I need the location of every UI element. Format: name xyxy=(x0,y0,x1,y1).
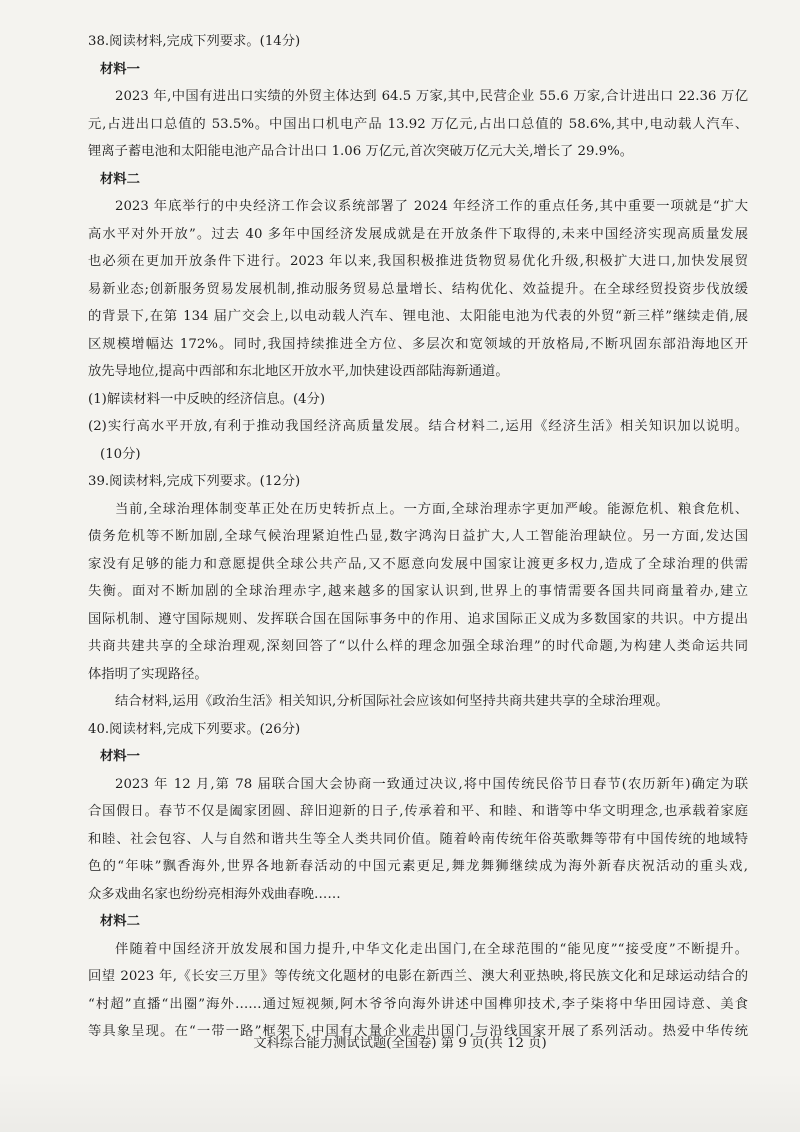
q40-material-1-line: 和睦、社会包容、人与自然和谐共生等全人类共同价值。随着岭南传统年俗英歌舞等带有中国传统的地域特 xyxy=(88,831,748,847)
q38-title: 38.阅读材料,完成下列要求。(14分) xyxy=(88,34,301,49)
q40-material-2-label: 材料二 xyxy=(100,914,140,929)
q39-body-line: 当前,全球治理体制变革正处在历史转折点上。一方面,全球治理赤字更加严峻。能源危机、粮食危机、 xyxy=(115,501,748,517)
q38-material-2-line: 的背景下,在第 134 届广交会上,以电动载人汽车、锂电池、太阳能电池为代表的外贸“新三样”继续走俏,展 xyxy=(88,309,748,324)
q39-body-line: 共商共建共享的全球治理观,深刻回答了“以什么样的理念加强全球治理”的时代命题,为构建人类命运共同 xyxy=(88,639,748,654)
q38-subquestion-2-score: (10分) xyxy=(100,446,141,462)
q38-material-2-line: 区规模增幅达 172%。同时,我国持续推进全方位、多层次和宽领域的开放格局,不断巩固东部沿海地区开 xyxy=(88,336,748,352)
q40-title: 40.阅读材料,完成下列要求。(26分) xyxy=(88,721,301,737)
q39-title: 39.阅读材料,完成下列要求。(12分) xyxy=(88,474,301,489)
q40-material-1-line: 合国假日。春节不仅是阖家团圆、辞旧迎新的日子,传承着和平、和睦、和谐等中华文明理念,也承载着家庭 xyxy=(88,804,748,819)
q38-material-1-line: 元,占进出口总值的 53.5%。中国出口机电产品 13.92 万亿元,占出口总值的 58.6%,其中,电动载人汽车、 xyxy=(88,116,748,132)
q38-material-2-line: 易新业态;创新服务贸易发展机制,推动服务贸易总量增长、结构优化、效益提升。在全球经贸投资步伐放缓 xyxy=(88,281,748,297)
q39-body-line: 失衡。面对不断加剧的全球治理赤字,越来越多的国家认识到,世界上的事情需要各国共同商量着办,建立 xyxy=(88,584,748,599)
q39-body-line: 国际机制、遵守国际规则、发挥联合国在国际事务中的作用、追求国际正义成为多数国家的共识。中方提出 xyxy=(88,611,748,627)
q38-material-2-line: 放先导地位,提高中西部和东北地区开放水平,加快建设西部陆海新通道。 xyxy=(88,364,509,379)
exam-page xyxy=(88,28,748,1046)
q38-material-1-label: 材料一 xyxy=(100,61,140,77)
q38-material-1-line: 2023 年,中国有进出口实绩的外贸主体达到 64.5 万家,其中,民营企业 55.6 万家,合计进出口 22.36 万亿 xyxy=(115,89,748,104)
q40-material-2-line: “村超”直播“出圈”海外……通过短视频,阿木爷爷向海外讲述中国榫卯技术,李子柒将中华田园诗意、美食 xyxy=(88,996,748,1012)
q40-material-1-line: 众多戏曲名家也纷纷亮相海外戏曲春晚…… xyxy=(88,886,341,902)
q38-material-2-line: 高水平对外开放”。过去 40 多年中国经济发展成就是在开放条件下取得的,未来中国经济实现高质量发展 xyxy=(88,226,748,242)
page-footer: 文科综合能力测试试题(全国卷) 第 9 页(共 12 页) xyxy=(253,1036,547,1051)
q40-material-1-label: 材料一 xyxy=(100,749,140,764)
scan-shadow xyxy=(0,1072,800,1132)
q39-body-line: 债务危机等不断加剧,全球气候治理紧迫性凸显,数字鸿沟日益扩大,人工智能治理缺位。另一方面,发达国 xyxy=(88,529,748,544)
q40-material-1-line: 色的“年味”飘香海外,世界各地新春活动的中国元素更足,舞龙舞狮继续成为海外新春庆祝活动的重头戏, xyxy=(88,859,748,874)
q38-subquestion-1: (1)解读材料一中反映的经济信息。(4分) xyxy=(88,391,326,407)
q40-material-1-line: 2023 年 12 月,第 78 届联合国大会协商一致通过决议,将中国传统民俗节日春节(农历新年)确定为联 xyxy=(115,776,748,792)
q38-subquestion-2: (2)实行高水平开放,有利于推动我国经济高质量发展。结合材料二,运用《经济生活》相关知识加以说明。 xyxy=(88,419,748,434)
q38-material-2-line: 2023 年底举行的中央经济工作会议系统部署了 2024 年经济工作的重点任务,其中重要一项就是“扩大 xyxy=(115,199,748,214)
q38-material-1-line: 锂离子蓄电池和太阳能电池产品合计出口 1.06 万亿元,首次突破万亿元大关,增长了 29.9%。 xyxy=(88,144,634,159)
q40-material-2-line: 伴随着中国经济开放发展和国力提升,中华文化走出国门,在全球范围的“能见度”“接受度”不断提升。 xyxy=(115,941,748,957)
q39-body-line: 家没有足够的能力和意愿提供全球公共产品,又不愿意向发展中国家让渡更多权力,造成了全球治理的供需 xyxy=(88,556,748,572)
q38-material-2-label: 材料二 xyxy=(100,171,140,187)
q38-material-2-line: 也必须在更加开放条件下进行。2023 年以来,我国积极推进货物贸易优化升级,积极扩大进口,加快发展贸 xyxy=(88,254,748,269)
q40-material-2-line: 回望 2023 年,《长安三万里》等传统文化题材的电影在新西兰、澳大利亚热映,将民族文化和足球运动结合的 xyxy=(88,969,748,984)
q39-question: 结合材料,运用《政治生活》相关知识,分析国际社会应该如何坚持共商共建共享的全球治理观。 xyxy=(115,694,669,709)
q39-body-line: 体指明了实现路径。 xyxy=(88,666,208,682)
q40-material-2-line: 等具象呈现。在“一带一路”框架下,中国有大量企业走出国门,与沿线国家开展了系列活动。热爱中华传统 xyxy=(88,1024,748,1039)
